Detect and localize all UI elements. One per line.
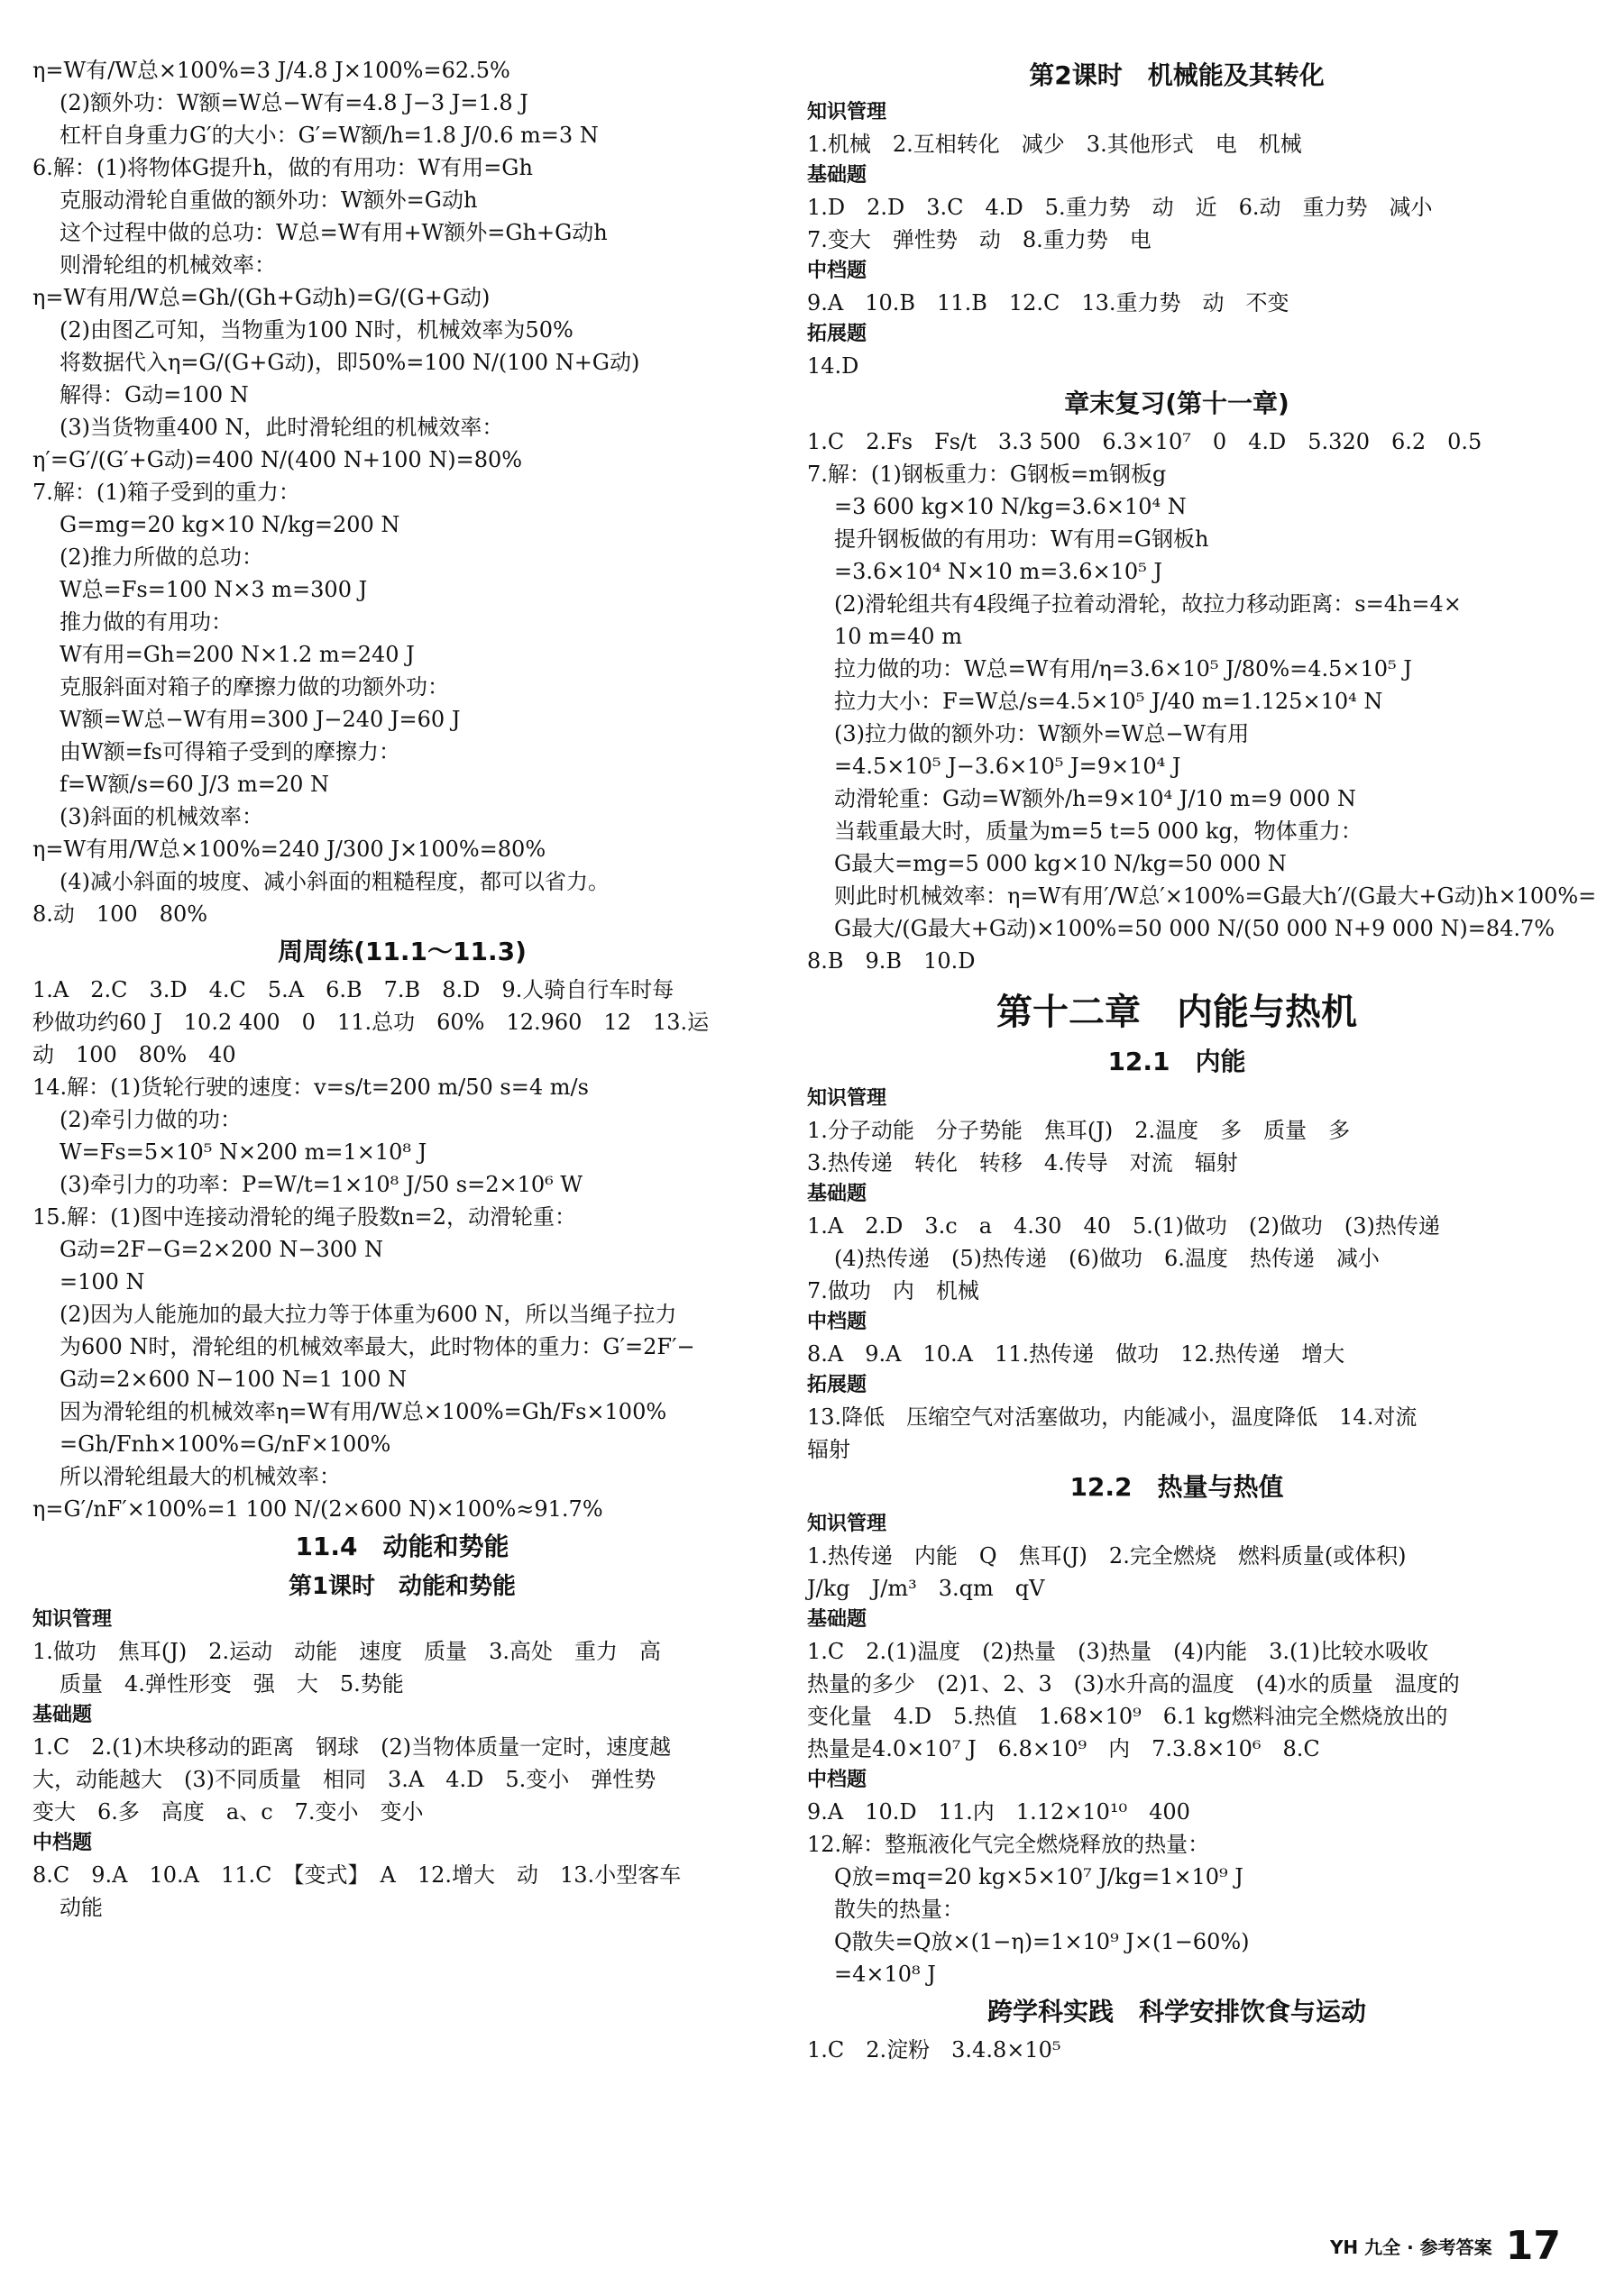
text-line: η=W有用/W总=Gh/(Gh+G动h)=G/(G+G动) bbox=[32, 285, 491, 310]
text-line: 7.做功 内 机械 bbox=[807, 1278, 979, 1304]
text-line: (4)减小斜面的坡度、减小斜面的粗糙程度，都可以省力。 bbox=[60, 869, 610, 894]
text-line: 辐射 bbox=[807, 1437, 850, 1462]
text-line: 推力做的有用功： bbox=[60, 609, 233, 635]
text-line: 因为滑轮组的机械效率η=W有用/W总×100%=Gh/Fs×100% bbox=[60, 1399, 667, 1424]
text-line: 12.解：整瓶液化气完全燃烧释放的热量： bbox=[807, 1832, 1210, 1857]
text-line: G=mg=20 kg×10 N/kg=200 N bbox=[60, 512, 400, 537]
text-line: 变大 6.多 高度 a、c 7.变小 变小 bbox=[32, 1799, 424, 1825]
text-line: 散失的热量： bbox=[834, 1897, 964, 1922]
section-heading: 跨学科实践 科学安排饮食与运动 bbox=[986, 1997, 1366, 2026]
text-line: 拉力做的功：W总=W有用/η=3.6×10⁵ J/80%=4.5×10⁵ J bbox=[834, 656, 1412, 681]
text-line: (2)推力所做的总功： bbox=[60, 544, 263, 570]
section-heading: 第2课时 机械能及其转化 bbox=[1029, 60, 1325, 90]
text-line: η=W有/W总×100%=3 J/4.8 J×100%=62.5% bbox=[32, 58, 510, 83]
text-line: 热量是4.0×10⁷ J 6.8×10⁹ 内 7.3.8×10⁶ 8.C bbox=[807, 1736, 1320, 1761]
text-line: 大，动能越大 (3)不同质量 相同 3.A 4.D 5.变小 弹性势 bbox=[32, 1767, 656, 1792]
text-line: 1.A 2.C 3.D 4.C 5.A 6.B 7.B 8.D 9.人骑自行车时每 bbox=[32, 977, 674, 1002]
text-line: J/kg J/m³ 3.qm qV bbox=[807, 1576, 1045, 1601]
text-line: 8.C 9.A 10.A 11.C 【变式】 A 12.增大 动 13.小型客车 bbox=[32, 1862, 682, 1888]
text-line: (2)滑轮组共有4段绳子拉着动滑轮，故拉力移动距离：s=4h=4× bbox=[834, 591, 1462, 617]
text-line: 13.降低 压缩空气对活塞做功，内能减小，温度降低 14.对流 bbox=[807, 1404, 1418, 1430]
category-label: 中档题 bbox=[807, 1769, 867, 1791]
page-footer bbox=[1330, 2223, 1561, 2269]
text-line: 当载重最大时，质量为m=5 t=5 000 kg，物体重力： bbox=[834, 819, 1363, 844]
text-line: 10 m=40 m bbox=[834, 624, 962, 649]
text-line: 1.分子动能 分子势能 焦耳(J) 2.温度 多 质量 多 bbox=[807, 1118, 1351, 1143]
text-line: (4)热传递 (5)热传递 (6)做功 6.温度 热传递 减小 bbox=[834, 1246, 1380, 1271]
text-line: G最大/(G最大+G动)×100%=50 000 N/(50 000 N+9 000 N)=84.7% bbox=[834, 916, 1555, 941]
text-line: (2)因为人能施加的最大拉力等于体重为600 N，所以当绳子拉力 bbox=[60, 1302, 677, 1327]
category-label: 知识管理 bbox=[807, 1513, 887, 1535]
subsection-heading: 第1课时 动能和势能 bbox=[288, 1573, 517, 1600]
text-line: =4×10⁸ J bbox=[834, 1962, 936, 1987]
text-line: 由W额=fs可得箱子受到的摩擦力： bbox=[60, 739, 400, 764]
text-line: 7.解：(1)箱子受到的重力： bbox=[32, 480, 300, 505]
text-line: 14.D bbox=[807, 353, 859, 379]
category-label: 基础题 bbox=[807, 1608, 867, 1631]
text-line: 9.A 10.B 11.B 12.C 13.重力势 动 不变 bbox=[807, 290, 1289, 316]
text-line: 1.A 2.D 3.c a 4.30 40 5.(1)做功 (2)做功 (3)热传递 bbox=[807, 1213, 1440, 1239]
column-divider bbox=[789, 54, 790, 2218]
left-column bbox=[32, 54, 772, 1924]
text-line: W=Fs=5×10⁵ N×200 m=1×10⁸ J bbox=[60, 1139, 427, 1165]
category-label: 基础题 bbox=[32, 1704, 93, 1726]
text-line: (2)牵引力做的功： bbox=[60, 1107, 242, 1132]
text-line: 8.B 9.B 10.D bbox=[807, 948, 976, 974]
text-line: 克服动滑轮自重做的额外功：W额外=G动h bbox=[60, 188, 478, 213]
category-label: 中档题 bbox=[807, 1311, 867, 1333]
text-line: 杠杆自身重力G′的大小：G′=W额/h=1.8 J/0.6 m=3 N bbox=[60, 123, 599, 148]
text-line: 1.D 2.D 3.C 4.D 5.重力势 动 近 6.动 重力势 减小 bbox=[807, 195, 1433, 220]
text-line: 动 100 80% 40 bbox=[32, 1042, 236, 1067]
page-number: 17 bbox=[1505, 2223, 1561, 2269]
footer-label: YH 九全 · 参考答案 bbox=[1329, 2237, 1492, 2258]
text-line: G动=2F−G=2×200 N−300 N bbox=[60, 1237, 383, 1262]
section-heading: 12.2 热量与热值 bbox=[1069, 1472, 1284, 1502]
text-line: =3.6×10⁴ N×10 m=3.6×10⁵ J bbox=[834, 559, 1163, 584]
text-line: =3 600 kg×10 N/kg=3.6×10⁴ N bbox=[834, 494, 1187, 519]
category-label: 基础题 bbox=[807, 1183, 867, 1205]
category-label: 知识管理 bbox=[807, 1087, 887, 1110]
text-line: (3)拉力做的额外功：W额外=W总−W有用 bbox=[834, 721, 1250, 746]
text-line: (3)当货物重400 N，此时滑轮组的机械效率： bbox=[60, 415, 504, 440]
text-line: =100 N bbox=[60, 1269, 145, 1294]
category-label: 中档题 bbox=[32, 1832, 93, 1854]
section-heading: 章末复习(第十一章) bbox=[1064, 389, 1289, 418]
text-line: 则滑轮组的机械效率： bbox=[60, 252, 276, 278]
text-line: 变化量 4.D 5.热值 1.68×10⁹ 6.1 kg燃料油完全燃烧放出的 bbox=[807, 1704, 1448, 1729]
text-line: 所以滑轮组最大的机械效率： bbox=[60, 1464, 341, 1489]
text-line: 7.解：(1)钢板重力：G钢板=m钢板g bbox=[807, 462, 1167, 487]
text-line: 15.解：(1)图中连接动滑轮的绳子股数n=2，动滑轮重： bbox=[32, 1204, 576, 1230]
text-line: =4.5×10⁵ J−3.6×10⁵ J=9×10⁴ J bbox=[834, 754, 1181, 779]
text-line: 动能 bbox=[60, 1895, 103, 1920]
section-heading: 11.4 动能和势能 bbox=[295, 1532, 509, 1561]
text-line: W额=W总−W有用=300 J−240 J=60 J bbox=[60, 707, 461, 732]
text-line: =Gh/Fnh×100%=G/nF×100% bbox=[60, 1432, 391, 1457]
text-line: Q放=mq=20 kg×5×10⁷ J/kg=1×10⁹ J bbox=[834, 1864, 1243, 1889]
text-line: 为600 N时，滑轮组的机械效率最大，此时物体的重力：G′=2F′− bbox=[60, 1334, 695, 1359]
text-line: 动滑轮重：G动=W额外/h=9×10⁴ J/10 m=9 000 N bbox=[834, 786, 1356, 811]
text-line: 质量 4.弹性形变 强 大 5.势能 bbox=[60, 1671, 404, 1697]
text-line: 解得：G动=100 N bbox=[60, 382, 249, 407]
text-line: 克服斜面对箱子的摩擦力做的功额外功： bbox=[60, 674, 449, 700]
text-line: 1.热传递 内能 Q 焦耳(J) 2.完全燃烧 燃料质量(或体积) bbox=[807, 1543, 1407, 1569]
text-line: 14.解：(1)货轮行驶的速度：v=s/t=200 m/50 s=4 m/s bbox=[32, 1075, 589, 1100]
text-line: 提升钢板做的有用功：W有用=G钢板h bbox=[834, 526, 1209, 552]
text-line: 则此时机械效率：η=W有用′/W总′×100%=G最大h′/(G最大+G动)h×100%= bbox=[834, 883, 1597, 909]
text-line: 1.C 2.(1)温度 (2)热量 (3)热量 (4)内能 3.(1)比较水吸收 bbox=[807, 1639, 1429, 1664]
text-line: (3)牵引力的功率：P=W/t=1×10⁸ J/50 s=2×10⁶ W bbox=[60, 1172, 583, 1197]
text-line: W有用=Gh=200 N×1.2 m=240 J bbox=[60, 642, 415, 667]
text-line: 9.A 10.D 11.内 1.12×10¹⁰ 400 bbox=[807, 1799, 1190, 1825]
text-line: 拉力大小：F=W总/s=4.5×10⁵ J/40 m=1.125×10⁴ N bbox=[834, 689, 1383, 714]
text-line: (3)斜面的机械效率： bbox=[60, 804, 263, 829]
text-line: 秒做功约60 J 10.2 400 0 11.总功 60% 12.960 12 13.运 bbox=[32, 1010, 710, 1035]
text-line: 1.做功 焦耳(J) 2.运动 动能 速度 质量 3.高处 重力 高 bbox=[32, 1639, 662, 1664]
chapter-heading: 第十二章 内能与热机 bbox=[996, 992, 1357, 1033]
text-line: η=W有用/W总×100%=240 J/300 J×100%=80% bbox=[32, 837, 546, 862]
text-line: 3.热传递 转化 转移 4.传导 对流 辐射 bbox=[807, 1150, 1238, 1175]
category-label: 中档题 bbox=[807, 260, 867, 282]
text-line: Q散失=Q放×(1−η)=1×10⁹ J×(1−60%) bbox=[834, 1929, 1250, 1954]
text-line: 1.C 2.Fs Fs/t 3.3 500 6.3×10⁷ 0 4.D 5.320 6.2 0.5 bbox=[807, 429, 1482, 454]
section-heading: 12.1 内能 bbox=[1107, 1047, 1246, 1076]
text-line: 1.机械 2.互相转化 减少 3.其他形式 电 机械 bbox=[807, 132, 1302, 157]
text-line: (2)额外功：W额=W总−W有=4.8 J−3 J=1.8 J bbox=[60, 90, 528, 115]
category-label: 知识管理 bbox=[807, 101, 887, 123]
text-line: f=W额/s=60 J/3 m=20 N bbox=[60, 772, 329, 797]
text-line: 热量的多少 (2)1、2、3 (3)水升高的温度 (4)水的质量 温度的 bbox=[807, 1671, 1460, 1697]
text-line: 7.变大 弹性势 动 8.重力势 电 bbox=[807, 227, 1152, 252]
category-label: 拓展题 bbox=[807, 1374, 867, 1396]
text-line: 1.C 2.(1)木块移动的距离 钢球 (2)当物体质量一定时，速度越 bbox=[32, 1734, 672, 1760]
section-heading: 周周练(11.1～11.3) bbox=[278, 937, 527, 966]
right-column bbox=[807, 54, 1597, 2066]
text-line: 6.解：(1)将物体G提升h，做的有用功：W有用=Gh bbox=[32, 155, 533, 180]
text-line: η=G′/nF′×100%=1 100 N/(2×600 N)×100%≈91.7% bbox=[32, 1496, 603, 1522]
text-line: 8.动 100 80% bbox=[32, 901, 208, 927]
text-line: G最大=mg=5 000 kg×10 N/kg=50 000 N bbox=[834, 851, 1287, 876]
category-label: 拓展题 bbox=[807, 323, 867, 345]
category-label: 基础题 bbox=[807, 164, 867, 187]
text-line: 这个过程中做的总功：W总=W有用+W额外=Gh+G动h bbox=[60, 220, 608, 245]
category-label: 知识管理 bbox=[32, 1608, 113, 1631]
text-line: η′=G′/(G′+G动)=400 N/(400 N+100 N)=80% bbox=[32, 447, 523, 472]
text-line: W总=Fs=100 N×3 m=300 J bbox=[60, 577, 368, 602]
text-line: 8.A 9.A 10.A 11.热传递 做功 12.热传递 增大 bbox=[807, 1341, 1345, 1367]
text-line: 1.C 2.淀粉 3.4.8×10⁵ bbox=[807, 2037, 1061, 2063]
text-line: 将数据代入η=G/(G+G动)，即50%=100 N/(100 N+G动) bbox=[60, 350, 640, 375]
text-line: G动=2×600 N−100 N=1 100 N bbox=[60, 1367, 408, 1392]
text-line: (2)由图乙可知，当物重为100 N时，机械效率为50% bbox=[60, 317, 574, 343]
